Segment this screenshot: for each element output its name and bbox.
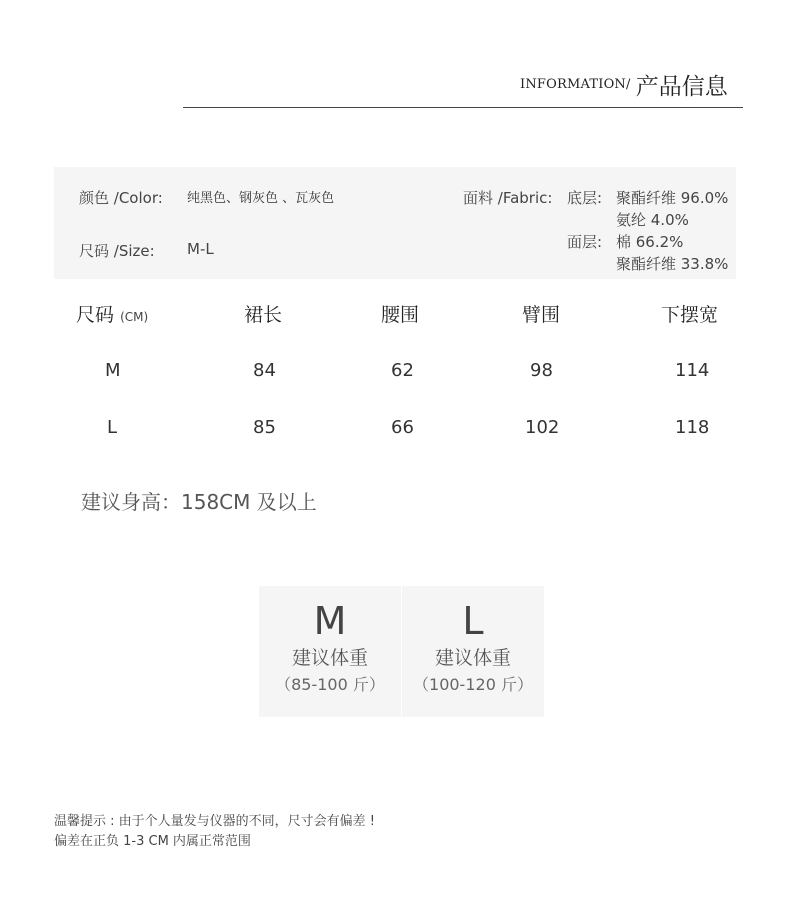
table-unit: (CM): [120, 310, 149, 324]
suggested-height: 建议身高：158CM 及以上: [81, 490, 317, 514]
header-title-en: INFORMATION/: [520, 77, 631, 92]
fabric-label: 面料 /Fabric:: [463, 189, 553, 207]
table-cell: 98: [530, 360, 553, 381]
table-header-arm: 臂围: [522, 304, 561, 326]
weight-card-range: （100-120 斤）: [413, 675, 533, 694]
table-cell: 85: [253, 417, 276, 438]
base-layer-line2: 氨纶 4.0%: [616, 211, 689, 229]
table-cell: 114: [675, 360, 710, 381]
color-value: 纯黑色、钢灰色 、瓦灰色: [187, 191, 335, 206]
header-title-cn: 产品信息: [635, 74, 728, 100]
base-layer-line1: 聚酯纤维 96.0%: [616, 189, 729, 207]
size-value: M-L: [187, 240, 214, 258]
table-cell: 84: [253, 360, 276, 381]
table-header-waist: 腰围: [381, 304, 420, 326]
note-line-1: 温馨提示 : 由于个人量发与仪器的不同，尺寸会有偏差 !: [54, 814, 375, 829]
table-cell: 118: [675, 417, 710, 438]
table-cell: 102: [525, 417, 560, 438]
face-layer-line1: 棉 66.2%: [616, 233, 684, 251]
section-header: [520, 68, 728, 101]
weight-card-m: [259, 586, 401, 717]
color-label: 颜色 /Color:: [79, 189, 163, 207]
weight-card-label: 建议体重: [434, 647, 511, 669]
weight-card-size: L: [462, 599, 484, 643]
weight-card-label: 建议体重: [291, 647, 368, 669]
table-cell: L: [107, 417, 118, 438]
face-layer-line2: 聚酯纤维 33.8%: [616, 255, 729, 273]
header-divider: [183, 107, 743, 108]
face-layer-label: 面层:: [567, 233, 603, 251]
size-label: 尺码 /Size:: [79, 242, 155, 260]
table-header-size: 尺码 (CM): [76, 304, 149, 326]
base-layer-label: 底层:: [567, 189, 603, 207]
table-cell: 62: [391, 360, 414, 381]
note-line-2: 偏差在正负 1-3 CM 内属正常范围: [54, 834, 251, 849]
table-header-hem: 下摆宽: [661, 304, 719, 326]
weight-card-l: [402, 586, 544, 717]
table-cell: 66: [391, 417, 414, 438]
weight-card-size: M: [313, 599, 347, 643]
table-header-length: 裙长: [244, 304, 283, 326]
weight-card-range: （85-100 斤）: [275, 675, 385, 694]
table-cell: M: [105, 360, 121, 381]
